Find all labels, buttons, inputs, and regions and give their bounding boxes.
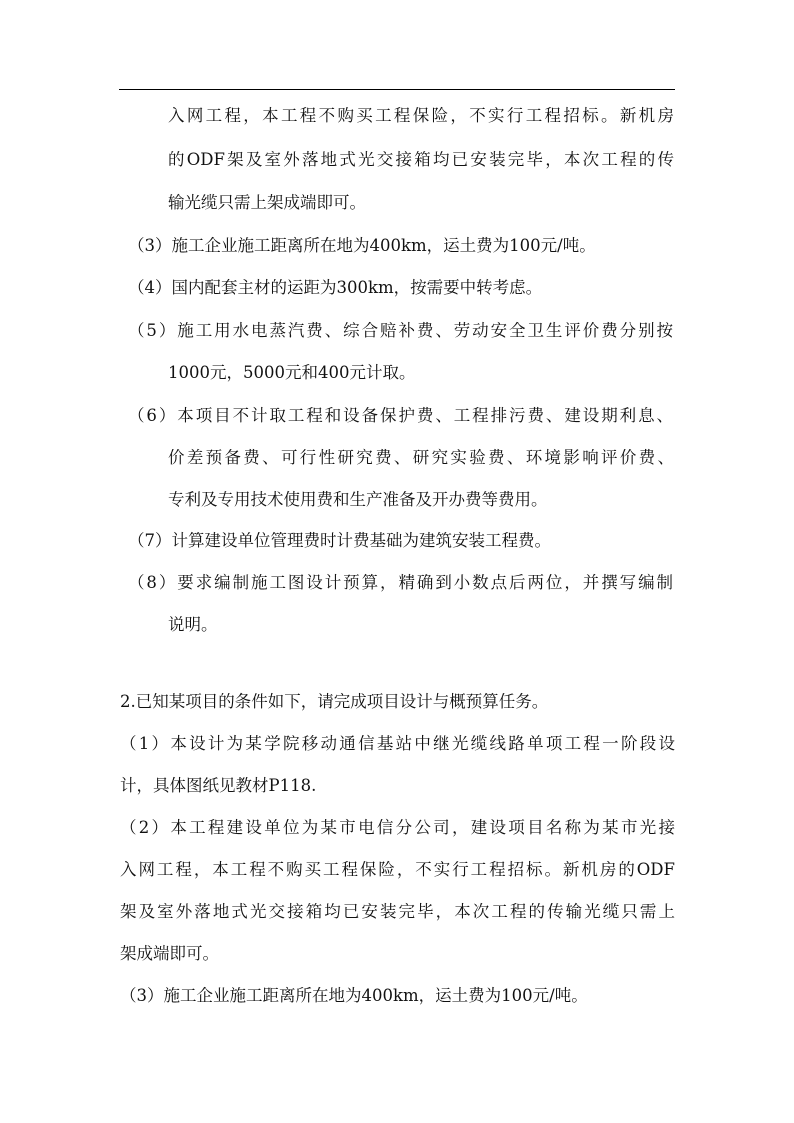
- text-line: 说明。: [168, 615, 218, 634]
- text-line: （2）本工程建设单位为某市电信分公司，建设项目名称为某市光接: [120, 818, 675, 837]
- text-line: （5）施工用水电蒸汽费、综合赔补费、劳动安全卫生评价费分别按: [128, 321, 673, 340]
- text-line: （7）计算建设单位管理费时计费基础为建筑安装工程费。: [128, 531, 551, 550]
- text-line: 计，具体图纸见教材P118.: [120, 776, 317, 795]
- text-line: 输光缆只需上架成端即可。: [168, 193, 366, 212]
- text-line: （3）施工企业施工距离所在地为400km，运土费为100元/吨。: [128, 236, 596, 255]
- header-rule: [119, 89, 675, 90]
- text-line: 专利及专用技术使用费和生产准备及开办费等费用。: [168, 490, 548, 509]
- text-line: 1000元，5000元和400元计取。: [168, 363, 416, 382]
- text-line: 2.已知某项目的条件如下，请完成项目设计与概预算任务。: [120, 692, 549, 711]
- text-line: 入网工程，本工程不购买工程保险，不实行工程招标。新机房: [168, 106, 674, 125]
- text-line: （6）本项目不计取工程和设备保护费、工程排污费、建设期利息、: [128, 406, 673, 425]
- text-line: （1）本设计为某学院移动通信基站中继光缆线路单项工程一阶段设: [120, 734, 675, 753]
- text-line: 的ODF架及室外落地式光交接箱均已安装完毕，本次工程的传: [168, 150, 674, 169]
- text-line: （4）国内配套主材的运距为300km，按需要中转考虑。: [128, 278, 543, 297]
- text-line: 架及室外落地式光交接箱均已安装完毕，本次工程的传输光缆只需上: [120, 902, 675, 921]
- text-line: 架成端即可。: [120, 944, 219, 963]
- text-line: 价差预备费、可行性研究费、研究实验费、环境影响评价费、: [168, 448, 674, 467]
- text-line: 入网工程，本工程不购买工程保险，不实行工程招标。新机房的ODF: [120, 860, 675, 879]
- text-line: （8）要求编制施工图设计预算，精确到小数点后两位，并撰写编制: [128, 573, 673, 592]
- text-line: （3）施工企业施工距离所在地为400km，运土费为100元/吨。: [120, 986, 588, 1005]
